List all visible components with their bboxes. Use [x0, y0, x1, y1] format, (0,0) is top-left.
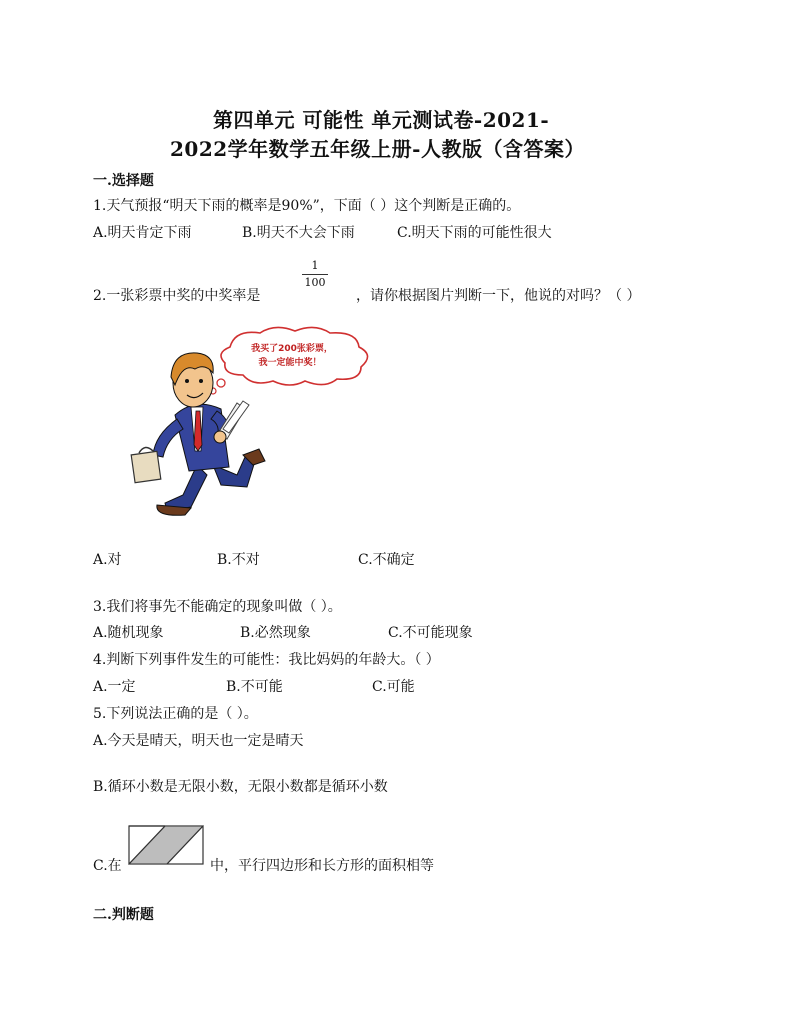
question-5-option-c-before: C.在	[93, 858, 122, 874]
fraction-bar	[302, 274, 328, 275]
businessman-illustration	[125, 325, 385, 520]
question-3-option-b: B.必然现象	[240, 625, 311, 641]
fraction-denominator: 100	[304, 276, 326, 289]
fraction-numerator: 1	[311, 259, 319, 272]
question-1-option-a: A.明天肯定下雨	[93, 225, 192, 241]
bubble-text-line1: 我买了200张彩票，	[251, 344, 333, 354]
question-4-option-c: C.可能	[372, 679, 415, 695]
thought-bubble	[205, 327, 368, 399]
question-2-fraction	[302, 259, 328, 290]
question-4-stem: 4.判断下列事件发生的可能性：我比妈妈的年龄大。（ ）	[93, 652, 440, 668]
section-heading-choice: 一.选择题	[93, 173, 154, 189]
question-2-option-c: C.不确定	[358, 552, 415, 568]
question-4-option-a: A.一定	[93, 679, 136, 695]
question-5-option-b: B.循环小数是无限小数，无限小数都是循环小数	[93, 779, 388, 795]
question-3-stem: 3.我们将事先不能确定的现象叫做（ ）。	[93, 599, 342, 615]
question-2-stem-after: ，请你根据图片判断一下，他说的对吗？（ ）	[356, 288, 641, 304]
doc-title-line2: 2022学年数学五年级上册-人教版（含答案）	[170, 137, 585, 161]
question-1-option-c: C.明天下雨的可能性很大	[397, 225, 552, 241]
question-5-option-c-after: 中，平行四边形和长方形的面积相等	[210, 858, 434, 874]
parallelogram-rectangle-figure	[128, 825, 204, 875]
question-3-option-c: C.不可能现象	[388, 625, 473, 641]
question-3-option-a: A.随机现象	[93, 625, 164, 641]
question-5-stem: 5.下列说法正确的是（ ）。	[93, 706, 258, 722]
bubble-text-line2: 我一定能中奖！	[258, 358, 322, 368]
question-2-option-b: B.不对	[217, 552, 260, 568]
section-heading-judgement: 二.判断题	[93, 907, 154, 923]
question-4-option-b: B.不可能	[226, 679, 283, 695]
question-1-option-b: B.明天不大会下雨	[242, 225, 355, 241]
question-2-option-a: A.对	[93, 552, 122, 568]
question-2-stem-before: 2.一张彩票中奖的中奖率是	[93, 288, 261, 304]
question-5-option-a: A.今天是晴天，明天也一定是晴天	[93, 733, 304, 749]
doc-title-line1: 第四单元 可能性 单元测试卷-2021-	[213, 108, 550, 132]
question-1-stem: 1.天气预报“明天下雨的概率是90%”，下面（ ）这个判断是正确的。	[93, 198, 521, 214]
